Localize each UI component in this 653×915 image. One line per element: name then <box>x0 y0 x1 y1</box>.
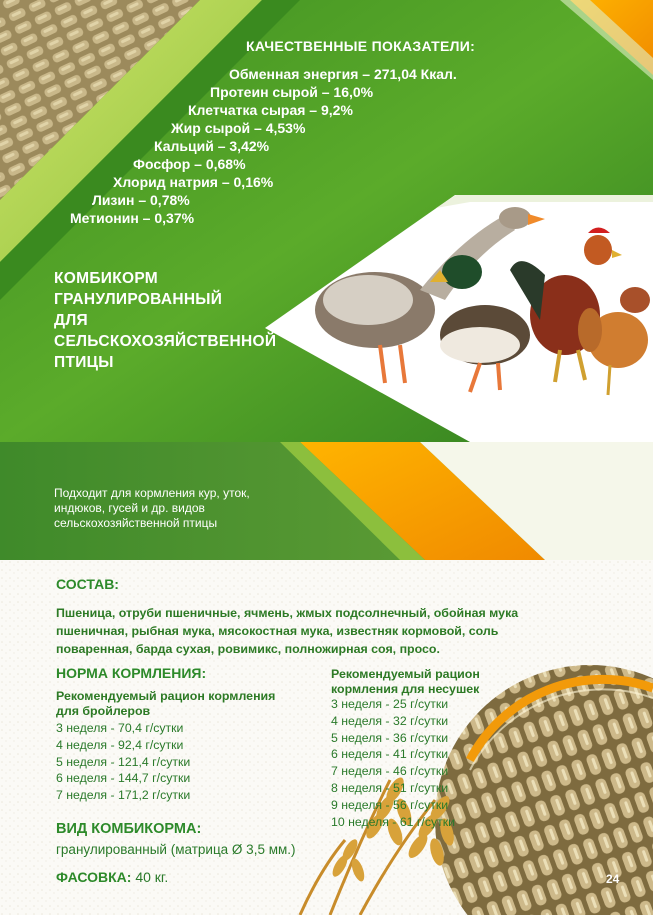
layer-ration-item: 9 неделя - 56 г/сутки <box>331 797 449 812</box>
layer-ration-item: 4 неделя - 32 г/сутки <box>331 713 449 728</box>
layer-ration-item: 10 неделя - 61 г/сутки <box>331 814 455 829</box>
quality-title: КАЧЕСТВЕННЫЕ ПОКАЗАТЕЛИ: <box>246 38 476 54</box>
suitable-line: индюков, гусей и др. видов <box>54 501 205 515</box>
broiler-ration-item: 5 неделя - 121,4 г/сутки <box>56 754 191 769</box>
product-title <box>54 268 314 373</box>
feed-type-value: гранулированный (матрица Ø 3,5 мм.) <box>56 842 296 857</box>
layer-ration-title <box>331 667 480 697</box>
broiler-ration-item: 3 неделя - 70,4 г/сутки <box>56 721 184 735</box>
layer-ration-item: 7 неделя - 46 г/сутки <box>331 764 449 779</box>
composition-line: пшеничная, рыбная мука, мясокостная мука, известняк кормовой, соль <box>56 624 499 638</box>
product-title-line: ПТИЦЫ <box>54 354 114 371</box>
product-title-line: КОМБИКОРМ <box>54 270 158 287</box>
suitable-text <box>54 486 314 531</box>
layer-ration-title-line: Рекомендуемый рацион <box>331 667 480 681</box>
packaging <box>56 869 168 885</box>
feed-type-title: ВИД КОМБИКОРМА: <box>56 821 202 837</box>
quality-item-phosphorus: Фосфор – 0,68% <box>133 156 246 172</box>
layer-ration-item: 5 неделя - 36 г/сутки <box>331 730 449 745</box>
broiler-ration-title-line: Рекомендуемый рацион кормления <box>56 689 276 703</box>
quality-item-methionine: Метионин – 0,37% <box>70 210 195 226</box>
suitable-line: сельскохозяйственной птицы <box>54 516 218 530</box>
broiler-ration-item: 6 неделя - 144,7 г/сутки <box>56 771 191 786</box>
composition-line: поваренная, барда сухая, ровимикс, полножирная соя, просо. <box>56 642 440 656</box>
composition-line: Пшеница, отруби пшеничные, ячмень, жмых подсолнечный, обойная мука <box>56 606 519 620</box>
broiler-ration-title <box>56 689 275 719</box>
product-title-line: ДЛЯ <box>54 312 88 329</box>
quality-item-fiber: Клетчатка сырая – 9,2% <box>188 102 353 118</box>
layer-ration-list <box>331 696 455 830</box>
broiler-ration-title-line: для бройлеров <box>56 704 151 718</box>
broiler-ration-item: 4 неделя - 92,4 г/сутки <box>56 737 184 752</box>
composition-text <box>56 604 518 658</box>
layer-ration-item: 8 неделя - 51 г/сутки <box>331 780 449 795</box>
suitable-line: Подходит для кормления кур, уток, <box>54 486 250 500</box>
quality-item-energy: Обменная энергия – 271,04 Ккал. <box>229 66 457 82</box>
page-number: 24 <box>606 872 620 886</box>
quality-item-sodium-chloride: Хлорид натрия – 0,16% <box>113 174 274 190</box>
quality-item-protein: Протеин сырой – 16,0% <box>210 84 374 100</box>
packaging-value: 40 кг. <box>135 869 169 885</box>
layer-ration-title-line: кормления для несушек <box>331 682 480 696</box>
broiler-ration-list <box>56 720 190 804</box>
feeding-title: НОРМА КОРМЛЕНИЯ: <box>56 665 207 681</box>
composition-title: СОСТАВ: <box>56 576 119 592</box>
broiler-ration-item: 7 неделя - 171,2 г/сутки <box>56 788 191 803</box>
packaging-label: ФАСОВКА: <box>56 869 132 885</box>
quality-item-fat: Жир сырой – 4,53% <box>171 120 306 136</box>
quality-item-lysine: Лизин – 0,78% <box>92 192 190 208</box>
product-title-line: ГРАНУЛИРОВАННЫЙ <box>54 291 223 308</box>
layer-ration-item: 6 неделя - 41 г/сутки <box>331 747 449 762</box>
product-title-line: СЕЛЬСКОХОЗЯЙСТВЕННОЙ <box>54 333 277 350</box>
quality-item-calcium: Кальций – 3,42% <box>154 138 270 154</box>
layer-ration-item: 3 неделя - 25 г/сутки <box>331 697 449 711</box>
